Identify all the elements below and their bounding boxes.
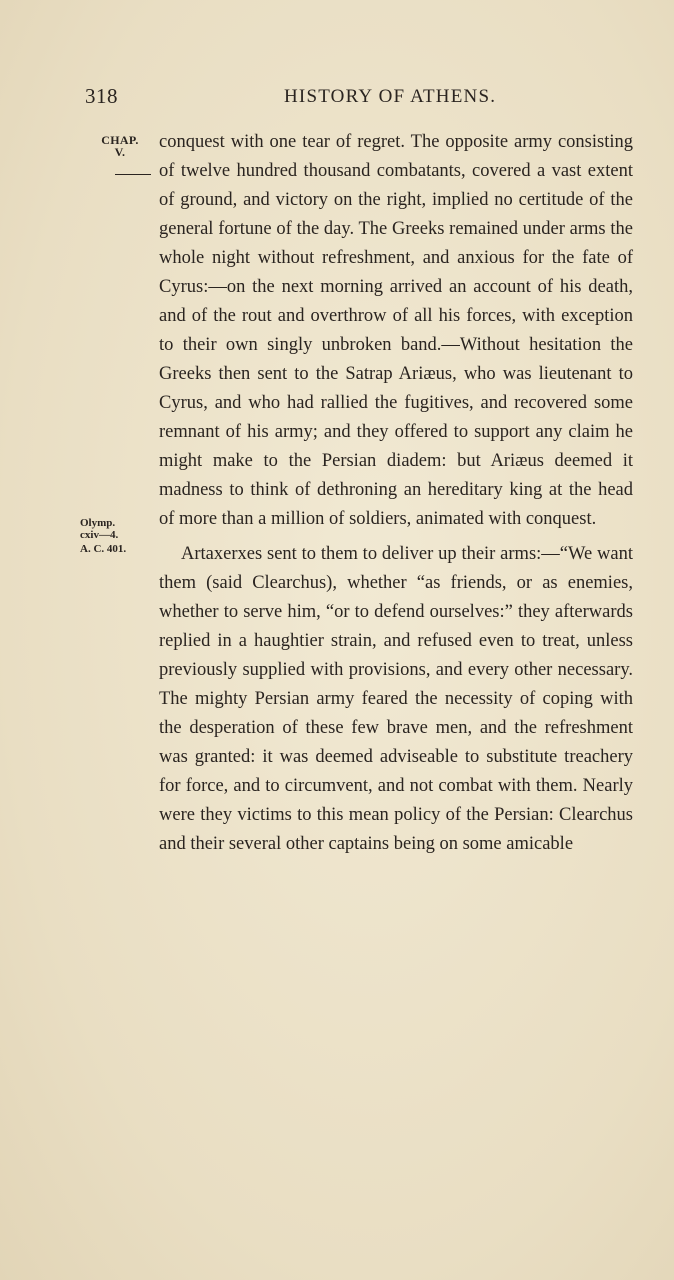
chapter-number: V. xyxy=(114,145,126,159)
chapter-label-text: CHAP. xyxy=(101,133,139,147)
paragraph-1: conquest with one tear of regret. The opposite army consisting of twelve hundred thousand combatants, covered a vast extent of ground, and victory on the right, implied no certitude of the general fortune of the day. The Greeks remained under arms the whole night without refreshment, and anxious for the fate of Cyrus:—on the next morning arrived an account of his death, and of the rout and overthrow of all his forces, with exception to their own singly unbroken band.—Without hesitation the Greeks then sent to the Satrap Ariæus, who was lieutenant to Cyrus, and who had rallied the fugitives, and recovered some remnant of his army; and they offered to support any claim he might make to the Persian diadem: but Ariæus deemed it madness to think of dethroning an hereditary king at the head of more than a million of soldiers, animated with conquest. xyxy=(159,132,633,529)
page-number: 318 xyxy=(85,84,118,108)
paragraph-2: Artaxerxes sent to them to deliver up their arms:—“We want them (said Clearchus), whether “as friends, or as enemies, whether to serve him, “or to defend ourselves:” they afterwards replied in a haughtier strain, and refused even to treat, unless previously supplied with provisions, and every other necessary. The mighty Persian army feared the necessity of coping with the desperation of these few brave men, and the refreshment was granted: it was deemed adviseable to substitute treachery for force, and to circumvent, and not combat with them. Nearly were they victims to this mean policy of the Persian: Clearchus and their several other captains being on some amicable xyxy=(159,544,633,854)
body-text xyxy=(159,128,633,859)
chapter-label xyxy=(85,134,155,158)
olympiad-label: Olymp. xyxy=(80,517,116,529)
olympiad-number: cxiv—4. xyxy=(80,529,119,541)
margin-note xyxy=(80,517,126,555)
chapter-rule xyxy=(115,174,151,175)
margin-year: A. C. 401. xyxy=(80,543,127,555)
running-head: HISTORY OF ATHENS. xyxy=(284,86,497,107)
